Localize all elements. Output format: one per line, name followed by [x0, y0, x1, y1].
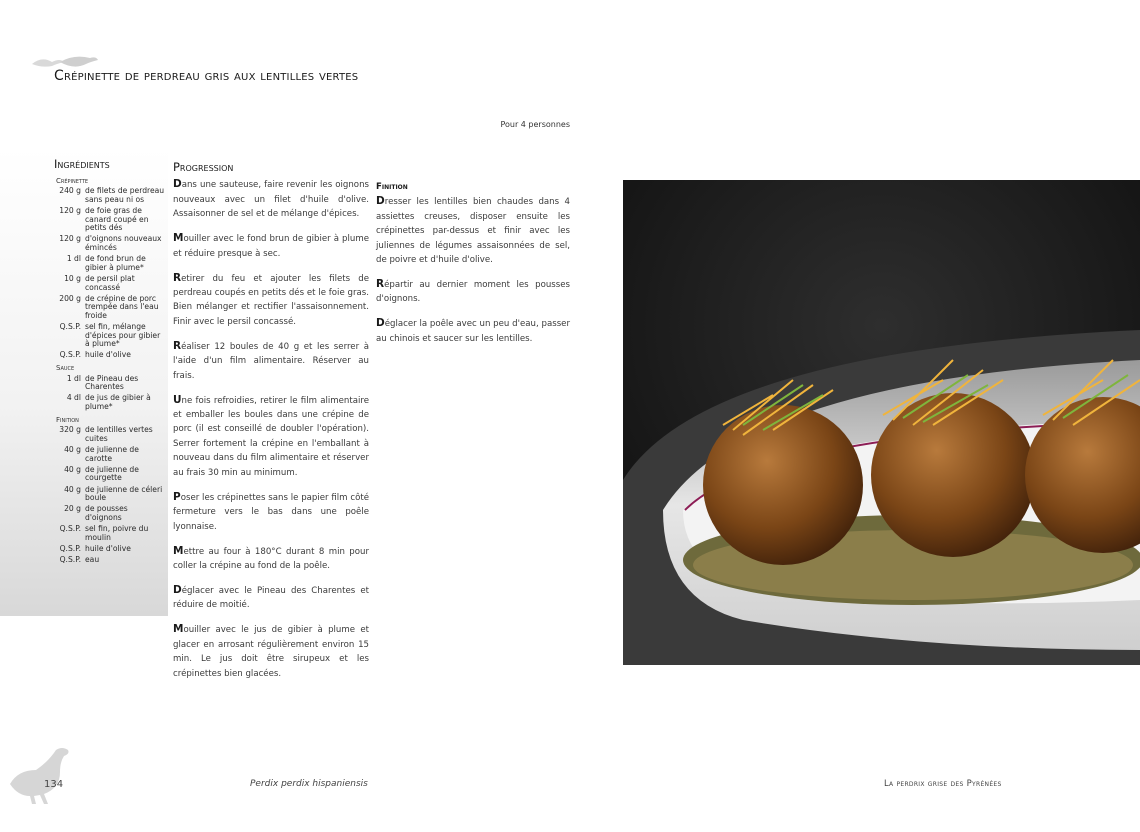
step-text: etirer du feu et ajouter les filets de perdreau coupés en petits dés et le foie gras. Bien mélanger et rectifier l'assaisonnement. Finir avec le persil concassé. — [173, 273, 369, 327]
ingredient-quantity: Q.S.P. — [59, 322, 81, 332]
step-initial: R — [173, 339, 182, 352]
progression-step — [173, 339, 369, 383]
ingredient-name: de jus de gibier à plume* — [85, 393, 151, 411]
progression-step — [173, 544, 369, 574]
step-initial: R — [173, 271, 182, 284]
ingredient-name: de fond brun de gibier à plume* — [85, 254, 146, 272]
ingredient-quantity: Q.S.P. — [59, 543, 81, 553]
step-text: ettre au four à 180°C durant 8 min pour coller la crépine au fond de la poêle. — [173, 546, 369, 571]
progression-step — [173, 177, 369, 221]
progression-step — [173, 583, 369, 613]
step-initial: U — [173, 393, 182, 406]
ingredient-name: de Pineau des Charentes — [85, 373, 139, 392]
finition-step — [376, 277, 570, 307]
serves-note: Pour 4 personnes — [500, 120, 570, 129]
ingredient-name: eau — [85, 555, 100, 565]
ingredient-row — [54, 486, 166, 503]
step-initial: P — [173, 490, 181, 503]
finition-heading: Finition — [376, 182, 408, 192]
ingredients-list — [54, 157, 166, 567]
step-initial: R — [376, 278, 385, 291]
running-footer-right: La perdrix grise des Pyrénées — [884, 779, 1002, 789]
progression-heading: Progression — [173, 160, 234, 174]
step-initial: D — [376, 195, 385, 208]
ingredients-heading: Ingrédients — [54, 157, 110, 171]
step-text: ouiller avec le jus de gibier à plume et glacer en arrosant régulièrement environ 15 min. Le jus doit être sirupeux et les crépinettes bien glacées. — [173, 625, 369, 679]
ingredient-group-title: Crépinette — [56, 176, 89, 185]
ingredient-quantity: Q.S.P. — [59, 350, 81, 360]
partridge-silhouette-icon — [4, 740, 74, 810]
step-text: resser les lentilles bien chaudes dans 4 assiettes creuses, disposer ensuite les crépinettes par-dessus et finir avec les juliennes de légumes assaisonnées de sel, de poivre et d'huile d'olive. — [376, 197, 570, 266]
progression-step — [173, 490, 369, 534]
ingredient-name: de julienne de céleri boule — [85, 484, 163, 503]
step-initial: M — [173, 544, 184, 557]
step-text: églacer la poêle avec un peu d'eau, passer au chinois et saucer sur les lentilles. — [376, 319, 570, 344]
ingredient-row — [54, 275, 166, 292]
step-text: éaliser 12 boules de 40 g et les serrer à l'aide d'un film alimentaire. Réserver au frais. — [173, 341, 369, 381]
ingredient-quantity: 10 g — [64, 273, 81, 283]
step-text: ne fois refroidies, retirer le film alimentaire et emballer les boules dans une crépine de porc (il est conseillé de doubler l'opération). Serrer fortement la crépine en l'emballant à nouveau dans du film alimentaire et réserver au frais 30 min au minimum. — [173, 395, 369, 478]
progression-step — [173, 231, 369, 261]
ingredient-row — [54, 235, 166, 252]
ingredient-row — [54, 545, 166, 554]
ingredient-quantity: 120 g — [59, 205, 81, 215]
step-initial: M — [173, 232, 184, 245]
ingredient-quantity: 40 g — [64, 444, 81, 454]
finition-step — [376, 194, 570, 267]
step-text: oser les crépinettes sans le papier film côté fermeture vers le bas dans une poêle lyonnaise. — [173, 492, 369, 532]
progression-step — [173, 271, 369, 330]
ingredient-group-title: Sauce — [56, 364, 75, 373]
ingredient-quantity: 40 g — [64, 464, 81, 474]
ingredient-quantity: 120 g — [59, 234, 81, 244]
page-number: 134 — [44, 779, 64, 790]
ingredient-name: de pousses d'oignons — [85, 504, 128, 522]
step-initial: D — [173, 178, 182, 191]
progression-section — [173, 160, 369, 691]
ingredient-quantity: 4 dl — [66, 393, 81, 403]
ingredient-row — [54, 446, 166, 463]
step-initial: D — [376, 317, 385, 330]
ingredient-name: sel fin, poivre du moulin — [85, 524, 149, 542]
progression-step — [173, 393, 369, 480]
ingredient-name: de foie gras de canard coupé en petits dés — [85, 205, 149, 233]
ingredient-quantity: 200 g — [59, 293, 81, 303]
ingredient-quantity: Q.S.P. — [59, 555, 81, 565]
step-initial: D — [173, 583, 182, 596]
ingredient-quantity: 240 g — [59, 186, 81, 196]
ingredient-row — [54, 323, 166, 349]
ingredient-name: de julienne de carotte — [85, 444, 139, 463]
recipe-title: Crépinette de perdreau gris aux lentilles vertes — [54, 68, 359, 84]
ingredient-name: de filets de perdreau sans peau ni os — [85, 186, 165, 204]
ingredient-row — [54, 187, 166, 204]
dish-photo — [623, 180, 1140, 665]
finition-steps — [376, 194, 570, 346]
ingredient-row — [54, 426, 166, 443]
ingredient-quantity: Q.S.P. — [59, 524, 81, 534]
ingredient-row — [54, 255, 166, 272]
ingredient-name: de julienne de courgette — [85, 464, 139, 483]
running-footer-left: Perdix perdix hispaniensis — [250, 779, 368, 789]
ingredient-name: huile d'olive — [85, 543, 131, 553]
ingredient-group-title: Finition — [56, 415, 79, 424]
step-initial: M — [173, 623, 184, 636]
ingredient-row — [54, 394, 166, 411]
ingredient-quantity: 320 g — [59, 425, 81, 435]
ingredient-row — [54, 556, 166, 565]
ingredient-row — [54, 295, 166, 321]
ingredient-name: de crépine de porc trempée dans l'eau froide — [85, 293, 159, 320]
ingredient-name: de persil plat concassé — [85, 273, 135, 292]
ingredient-quantity: 1 dl — [66, 373, 81, 383]
step-text: églacer avec le Pineau des Charentes et réduire de moitié. — [173, 585, 369, 611]
ingredient-name: de lentilles vertes cuites — [85, 425, 153, 443]
ingredient-quantity: 40 g — [64, 484, 81, 494]
ingredient-name: d'oignons nouveaux émincés — [85, 234, 162, 252]
ingredient-row — [54, 207, 166, 233]
ingredient-row — [54, 351, 166, 360]
ingredient-row — [54, 505, 166, 522]
ingredient-quantity: 20 g — [64, 504, 81, 514]
ingredient-name: huile d'olive — [85, 350, 131, 360]
step-text: ouiller avec le fond brun de gibier à plume et réduire presque à sec. — [173, 234, 369, 259]
ingredient-name: sel fin, mélange d'épices pour gibier à plume* — [85, 322, 161, 349]
progression-steps — [173, 177, 369, 681]
ingredient-quantity: 1 dl — [66, 254, 81, 264]
finition-step — [376, 316, 570, 346]
step-text: ans une sauteuse, faire revenir les oignons nouveaux avec un filet d'huile d'olive. Assaisonner de sel et de mélange d'épices. — [173, 180, 369, 220]
step-text: épartir au dernier moment les pousses d'oignons. — [376, 280, 570, 305]
finition-section — [376, 180, 570, 356]
ingredient-row — [54, 375, 166, 392]
ingredient-row — [54, 466, 166, 483]
progression-step — [173, 622, 369, 681]
ingredient-row — [54, 525, 166, 542]
